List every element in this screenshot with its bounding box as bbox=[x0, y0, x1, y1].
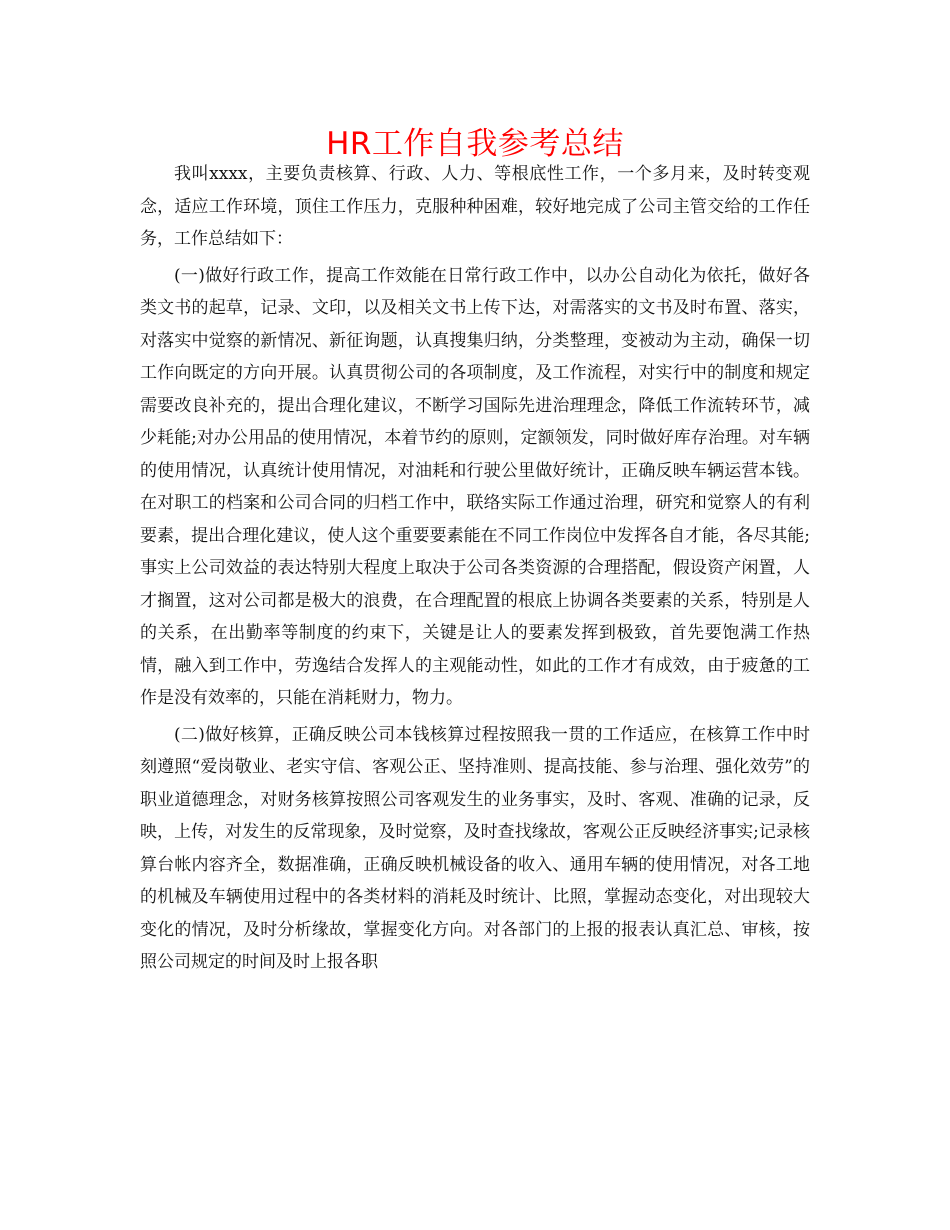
paragraph-accounting: (二)做好核算，正确反映公司本钱核算过程按照我一贯的工作适应，在核算工作中时刻遵照“爱岗敬业、老实守信、客观公正、坚持准则、提高技能、参与治理、强化效劳”的职业道德理念，对财务核算按照公司客观发生的业务事实，及时、客观、准确的记录，反映，上传，对发生的反常现象，及时觉察，及时查找缘故，客观公正反映经济事实;记录核算台帐内容齐全，数据准确，正确反映机械设备的收入、通用车辆的使用情况，对各工地的机械及车辆使用过程中的各类材料的消耗及时统计、比照，掌握动态变化，对出现较大变化的情况，及时分析缘故，掌握变化方向。对各部门的上报的报表认真汇总、审核，按照公司规定的时间及时上报各职 bbox=[140, 724, 810, 972]
paragraph-intro: 我叫xxxx，主要负责核算、行政、人力、等根底性工作，一个多月来，及时转变观念，适应工作环境，顶住工作压力，克服种种困难，较好地完成了公司主管交给的工作任务，工作总结如下： bbox=[140, 164, 810, 249]
document-body bbox=[140, 158, 810, 983]
paragraph-admin-work: (一)做好行政工作，提高工作效能在日常行政工作中，以办公自动化为依托，做好各类文书的起草，记录、文印，以及相关文书上传下达，对需落实的文书及时布置、落实，对落实中觉察的新情况、新征询题，认真搜集归纳，分类整理，变被动为主动，确保一切工作向既定的方向开展。认真贯彻公司的各项制度，及工作流程，对实行中的制度和规定需要改良补充的，提出合理化建议，不断学习国际先进治理理念，降低工作流转环节，减少耗能;对办公用品的使用情况，本着节约的原则，定额领发，同时做好库存治理。对车辆的使用情况，认真统计使用情况，对油耗和行驶公里做好统计，正确反映车辆运营本钱。在对职工的档案和公司合同的归档工作中，联络实际工作通过治理，研究和觉察人的有利要素，提出合理化建议，使人这个重要要素能在不同工作岗位中发挥各自才能，各尽其能;事实上公司效益的表达特别大程度上取决于公司各类资源的合理搭配，假设资产闲置，人才搁置，这对公司都是极大的浪费，在合理配置的根底上协调各类要素的关系，特别是人的关系，在出勤率等制度的约束下，关键是让人的要素发挥到极致，首先要饱满工作热情，融入到工作中，劳逸结合发挥人的主观能动性，如此的工作才有成效，由于疲惫的工作是没有效率的，只能在消耗财力，物力。 bbox=[140, 265, 810, 708]
document-title: HR工作自我参考总结 bbox=[326, 126, 624, 162]
